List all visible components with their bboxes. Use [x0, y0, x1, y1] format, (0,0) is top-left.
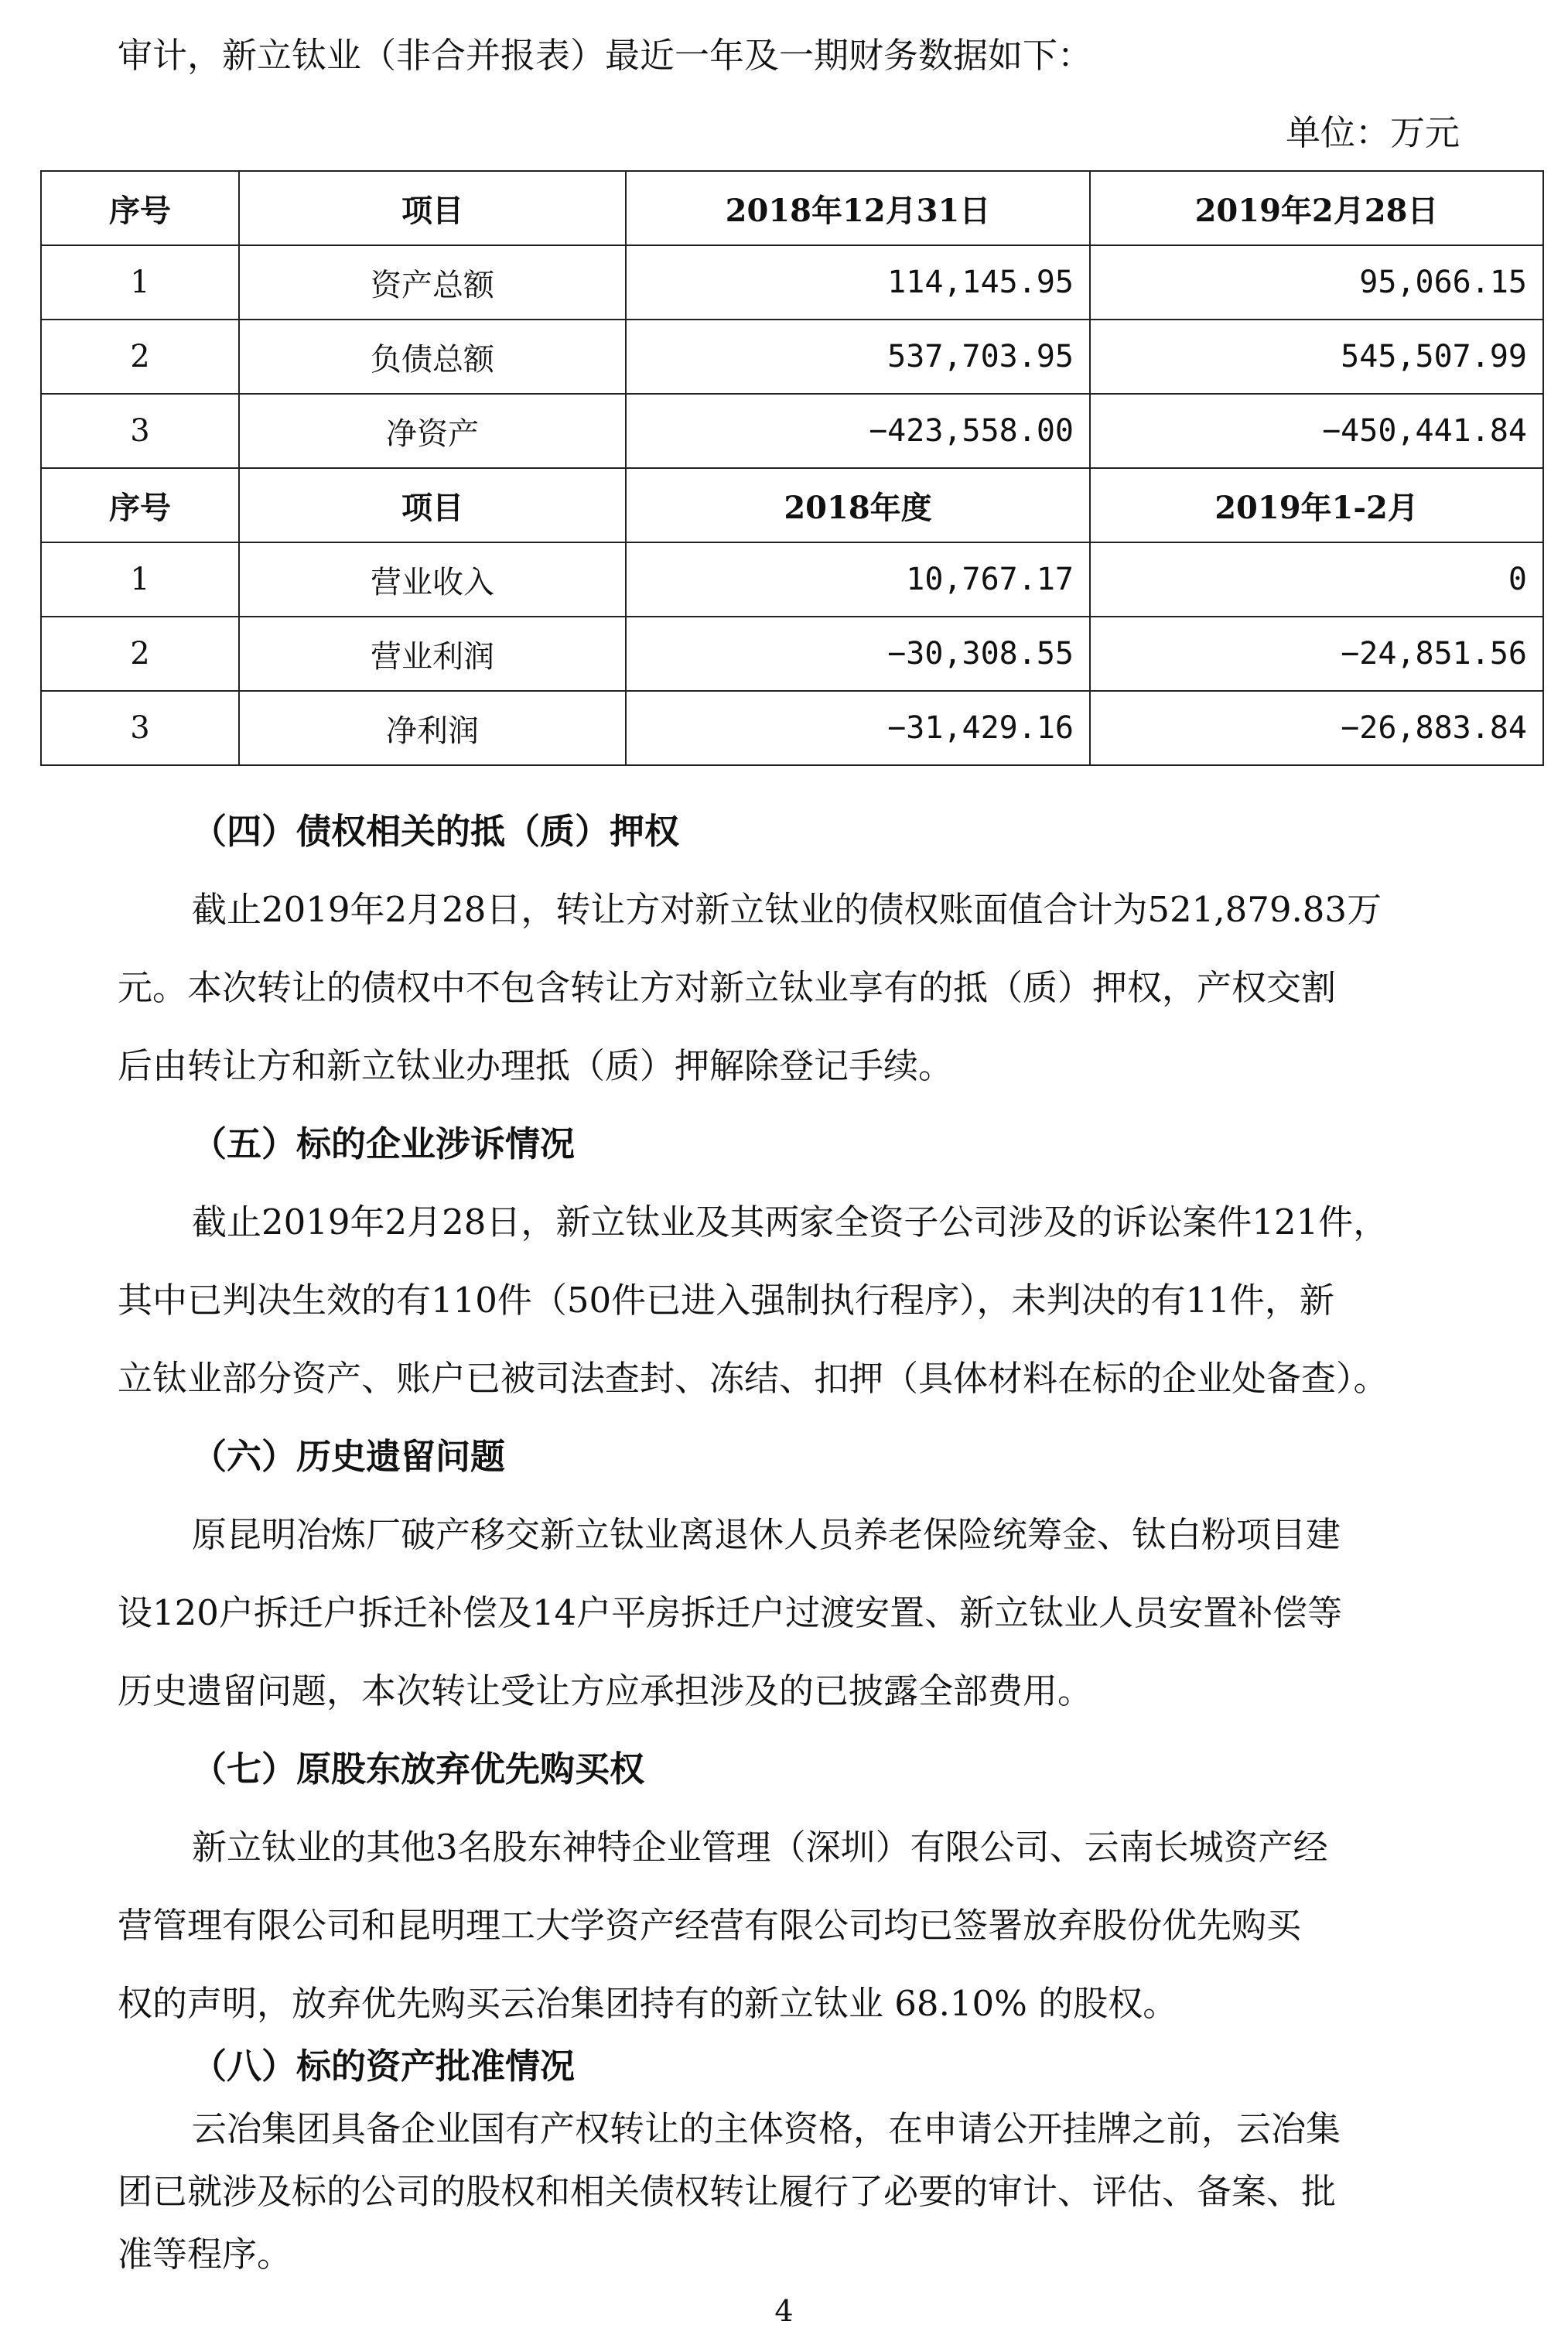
section-heading: （五）标的企业涉诉情况: [192, 1123, 576, 1164]
table-row: [41, 542, 1543, 617]
row-value: 537,703.95: [626, 320, 1090, 394]
row-value: 545,507.99: [1090, 320, 1543, 394]
header-cell: 2018年12月31日: [626, 171, 1090, 245]
section-heading: （七）原股东放弃优先购买权: [192, 1749, 645, 1790]
paragraph-line: 截止2019年2月28日，转让方对新立钛业的债权账面值合计为521,879.83万: [192, 889, 1382, 930]
paragraph-line: 权的声明，放弃优先购买云冶集团持有的新立钛业 68.10% 的股权。: [118, 1983, 1178, 2024]
table-row: [41, 394, 1543, 468]
row-item: 净资产: [239, 394, 626, 468]
row-value: −450,441.84: [1090, 394, 1543, 468]
header-cell: 项目: [239, 171, 626, 245]
row-index: 3: [41, 691, 239, 765]
paragraph-line: 新立钛业的其他3名股东神特企业管理（深圳）有限公司、云南长城资产经: [192, 1827, 1328, 1868]
row-item: 营业收入: [239, 542, 626, 617]
table-row: [41, 617, 1543, 691]
header-cell: 序号: [41, 171, 239, 245]
header-cell: 2019年1-2月: [1090, 468, 1543, 542]
paragraph-line: 后由转让方和新立钛业办理抵（质）押解除登记手续。: [118, 1045, 954, 1086]
paragraph-line: 元。本次转让的债权中不包含转让方对新立钛业享有的抵（质）押权，产权交割: [118, 967, 1337, 1008]
row-item: 负债总额: [239, 320, 626, 394]
header-cell: 2018年度: [626, 468, 1090, 542]
paragraph-line: 历史遗留问题，本次转让受让方应承担涉及的已披露全部费用。: [118, 1670, 1093, 1711]
row-item: 资产总额: [239, 245, 626, 320]
intro-line: 审计，新立钛业（非合并报表）最近一年及一期财务数据如下：: [118, 35, 1093, 76]
section-heading: （四）债权相关的抵（质）押权: [192, 811, 680, 852]
row-value: −24,851.56: [1090, 617, 1543, 691]
paragraph-line: 准等程序。: [118, 2234, 292, 2275]
paragraph-line: 截止2019年2月28日，新立钛业及其两家全资子公司涉及的诉讼案件121件，: [192, 1202, 1389, 1243]
financial-table: [40, 170, 1544, 766]
table-row: [41, 245, 1543, 320]
paragraph-line: 立钛业部分资产、账户已被司法查封、冻结、扣押（具体材料在标的企业处备查）。: [118, 1358, 1389, 1399]
unit-label: 单位：万元: [1285, 112, 1460, 153]
row-item: 净利润: [239, 691, 626, 765]
row-item: 营业利润: [239, 617, 626, 691]
paragraph-line: 营管理有限公司和昆明理工大学资产经营有限公司均已签署放弃股份优先购买: [118, 1905, 1302, 1946]
row-value: −26,883.84: [1090, 691, 1543, 765]
table-row: [41, 320, 1543, 394]
row-value: −31,429.16: [626, 691, 1090, 765]
paragraph-line: 设120户拆迁户拆迁补偿及14户平房拆迁户过渡安置、新立钛业人员安置补偿等: [118, 1592, 1343, 1633]
paragraph-line: 其中已判决生效的有110件（50件已进入强制执行程序），未判决的有11件，新: [118, 1280, 1334, 1321]
row-value: 114,145.95: [626, 245, 1090, 320]
row-index: 2: [41, 617, 239, 691]
row-index: 3: [41, 394, 239, 468]
table-header-row: [41, 468, 1543, 542]
paragraph-line: 原昆明冶炼厂破产移交新立钛业离退休人员养老保险统筹金、钛白粉项目建: [192, 1514, 1341, 1555]
section-heading: （六）历史遗留问题: [192, 1436, 506, 1477]
section-heading: （八）标的资产批准情况: [192, 2046, 576, 2087]
row-value: 10,767.17: [626, 542, 1090, 617]
row-index: 1: [41, 245, 239, 320]
row-index: 2: [41, 320, 239, 394]
row-value: 95,066.15: [1090, 245, 1543, 320]
row-value: 0: [1090, 542, 1543, 617]
header-cell: 序号: [41, 468, 239, 542]
header-cell: 2019年2月28日: [1090, 171, 1543, 245]
table-header-row: [41, 171, 1543, 245]
row-index: 1: [41, 542, 239, 617]
paragraph-line: 云冶集团具备企业国有产权转让的主体资格，在申请公开挂牌之前，云冶集: [192, 2108, 1341, 2149]
row-value: −30,308.55: [626, 617, 1090, 691]
header-cell: 项目: [239, 468, 626, 542]
row-value: −423,558.00: [626, 394, 1090, 468]
page-number: 4: [774, 2294, 794, 2328]
table-row: [41, 691, 1543, 765]
paragraph-line: 团已就涉及标的公司的股权和相关债权转让履行了必要的审计、评估、备案、批: [118, 2171, 1337, 2212]
